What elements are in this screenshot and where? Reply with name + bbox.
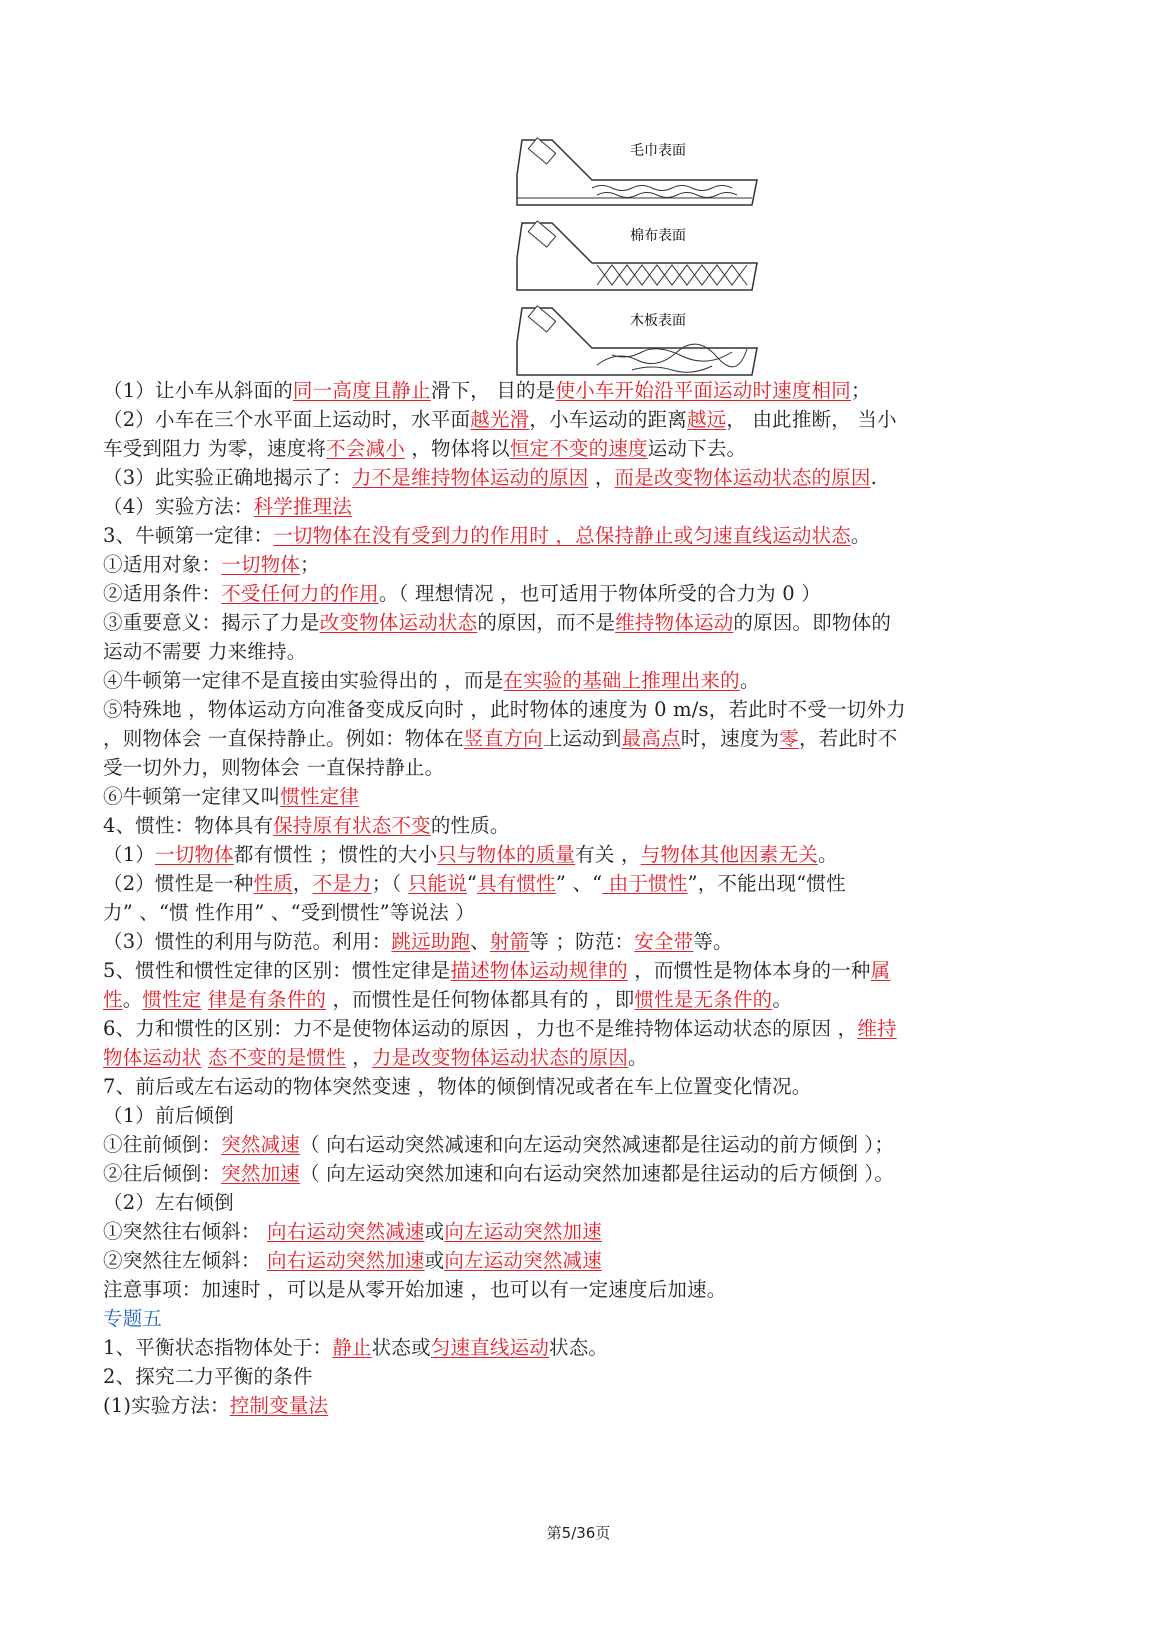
body-text: 上运动到 xyxy=(542,727,622,750)
body-text: 4、惯性：物体具有 xyxy=(103,814,274,837)
body-text: (1)实验方法： xyxy=(103,1394,230,1417)
answer-text: 属 xyxy=(870,959,891,982)
body-text: 时，速度为 xyxy=(680,727,780,750)
answer-text: 一切物体在没有受到力的作用时 ，总保持静止或匀速直线运动状态 xyxy=(273,524,851,547)
section-heading xyxy=(103,1304,1023,1333)
body-text: （1）前后倾倒 xyxy=(103,1104,234,1127)
body-text: ； xyxy=(850,379,871,402)
answer-text: 零 xyxy=(779,727,799,750)
body-text: 7、前后或左右运动的物体突然变速 ，物体的倾倒情况或者在车上位置变化情况。 xyxy=(103,1075,812,1098)
cotton-surface-label: 棉布表面 xyxy=(630,228,686,244)
answer-text: 与物体其他因素无关 xyxy=(640,843,818,866)
body-text: 的原因。即物体的 xyxy=(733,611,892,634)
answer-text: 只与物体的质量 xyxy=(437,843,576,866)
text-line xyxy=(103,608,1023,637)
body-text: 受一切外力，则物体会 一直保持静止。 xyxy=(103,756,445,779)
body-text: （1） xyxy=(103,843,156,866)
body-text: 等。 xyxy=(693,930,733,953)
answer-text: 维持物体运动 xyxy=(615,611,734,634)
body-text: 。 xyxy=(122,988,143,1011)
body-text: 5、惯性和惯性定律的区别：惯性定律是 xyxy=(103,959,451,982)
body-text: ②突然往左倾斜： xyxy=(103,1249,267,1272)
body-text: 的性质。 xyxy=(430,814,510,837)
answer-text: 科学推理法 xyxy=(253,495,353,518)
body-text: 。 xyxy=(772,988,793,1011)
answer-text: 只能说 xyxy=(407,872,467,895)
answer-text: 维持 xyxy=(857,1017,897,1040)
answer-text: 不会减小 xyxy=(326,437,405,460)
text-line xyxy=(103,753,1023,782)
body-text: 状态或 xyxy=(371,1336,431,1359)
answer-text: 安全带 xyxy=(634,930,694,953)
body-text: 。 xyxy=(850,524,871,547)
wood-surface-label: 木板表面 xyxy=(630,313,686,329)
answer-text: 控制变量法 xyxy=(229,1394,329,1417)
body-text: “ xyxy=(466,872,478,895)
body-text: ④牛顿第一定律不是直接由实验得出的 ，而是 xyxy=(103,669,504,692)
answer-text: 向左运动突然加速 xyxy=(444,1220,602,1243)
body-text: 注意事项：加速时 ，可以是从零开始加速 ，也可以有一定速度后加速。 xyxy=(103,1278,727,1301)
body-text: 专题五 xyxy=(103,1307,163,1330)
body-text: 1、平衡状态指物体处于： xyxy=(103,1336,333,1359)
body-text: ；（ xyxy=(371,872,408,895)
body-text: 滑下， 目的是 xyxy=(430,379,556,402)
body-text: （4）实验方法： xyxy=(103,495,254,518)
answer-text: 不受任何力的作用 xyxy=(221,582,379,605)
text-line xyxy=(103,782,1023,811)
answer-text: 而是改变物体运动状态的原因 xyxy=(614,466,871,489)
body-text: ，物体将以 xyxy=(404,437,510,460)
answer-text: 匀速直线运动 xyxy=(430,1336,550,1359)
answer-text: 性质 xyxy=(253,872,293,895)
answer-text: 惯性是无条件的 xyxy=(634,988,773,1011)
body-text: 的原因，而不是 xyxy=(477,611,616,634)
answer-text: 惯性定律 xyxy=(280,785,360,808)
body-text: ，则物体会 一直保持静止。例如：物体在 xyxy=(103,727,464,750)
body-text: 3、牛顿第一定律： xyxy=(103,524,274,547)
answer-text: 竖直方向 xyxy=(464,727,543,750)
answer-text: 保持原有状态不变 xyxy=(273,814,431,837)
text-line xyxy=(103,637,1023,666)
answer-text: 向左运动突然减速 xyxy=(444,1249,602,1272)
text-line xyxy=(103,1014,1023,1043)
body-text: （ 向左运动突然加速和向右运动突然加速都是往运动的后方倾倒 ）。 xyxy=(300,1162,895,1185)
answer-text: 物体运动状 xyxy=(103,1046,202,1069)
answer-text: 同一高度且静止 xyxy=(292,379,431,402)
body-text: ①突然往右倾斜： xyxy=(103,1220,267,1243)
body-text: ②往后倾倒： xyxy=(103,1162,222,1185)
answer-text: 跳远助跑 xyxy=(391,930,471,953)
body-text: 状态。 xyxy=(549,1336,609,1359)
body-text: 等 ；防范： xyxy=(529,930,635,953)
body-text: ，若此时不 xyxy=(798,727,898,750)
wood-surface-panel xyxy=(517,306,757,375)
body-text: ，而惯性是物体本身的一种 xyxy=(627,959,871,982)
answer-text: 向右运动突然加速 xyxy=(267,1249,425,1272)
text-line xyxy=(103,927,1023,956)
body-text: （2）小车在三个水平面上运动时，水平面 xyxy=(103,408,471,431)
text-line xyxy=(103,1159,1023,1188)
page-number: 第5/36页 xyxy=(546,1524,611,1542)
text-line xyxy=(103,1391,1023,1420)
text-line xyxy=(103,1333,1023,1362)
body-text: 、 xyxy=(470,930,490,953)
answer-text: 态不变的是惯性 xyxy=(207,1046,346,1069)
body-text: ” 、“ xyxy=(555,872,603,895)
text-line xyxy=(103,579,1023,608)
answer-text: 越远 xyxy=(686,408,727,431)
body-text: 。 xyxy=(628,1046,648,1069)
towel-surface-label: 毛巾表面 xyxy=(630,143,686,159)
body-text: 运动下去。 xyxy=(647,437,747,460)
body-text: 或 xyxy=(424,1249,445,1272)
body-text: 6、力和惯性的区别：力不是使物体运动的原因 ，力也不是维持物体运动状态的原因 ， xyxy=(103,1017,858,1040)
text-line xyxy=(103,1217,1023,1246)
body-text: 。 xyxy=(739,669,760,692)
body-text: （ 向右运动突然减速和向左运动突然减速都是往运动的前方倾倒 ）； xyxy=(300,1133,895,1156)
body-text: （2）左右倾倒 xyxy=(103,1191,234,1214)
answer-text: 性 xyxy=(103,988,123,1011)
answer-text: 改变物体运动状态 xyxy=(319,611,478,634)
body-text: 车受到阻力 为零，速度将 xyxy=(103,437,327,460)
body-text: ，小车运动的距离 xyxy=(529,408,687,431)
text-line xyxy=(103,1188,1023,1217)
body-text: ②适用条件： xyxy=(103,582,222,605)
body-text: ， xyxy=(345,1046,372,1069)
body-text: 或 xyxy=(424,1220,445,1243)
answer-text: 惯性定 xyxy=(142,988,202,1011)
body-text: ①适用对象： xyxy=(103,553,222,576)
answer-text: 律是有条件的 xyxy=(207,988,327,1011)
text-line xyxy=(103,840,1023,869)
body-text: （1）让小车从斜面的 xyxy=(103,379,293,402)
text-line xyxy=(103,666,1023,695)
text-line xyxy=(103,869,1023,898)
text-line xyxy=(103,724,1023,753)
body-text: （3）惯性的利用与防范。利用： xyxy=(103,930,392,953)
text-line xyxy=(103,811,1023,840)
body-text: . xyxy=(870,466,878,489)
text-line xyxy=(103,405,1023,434)
text-line xyxy=(103,1275,1023,1304)
answer-text: 使小车开始沿平面运动时速度相同 xyxy=(555,379,851,402)
text-line xyxy=(103,898,1023,927)
experiment-figure xyxy=(512,130,762,380)
body-text: ⑥牛顿第一定律又叫 xyxy=(103,785,281,808)
answer-text: 一切物体 xyxy=(155,843,234,866)
body-text: 有关 ， xyxy=(575,843,641,866)
answer-text: 在实验的基础上推理出来的 xyxy=(503,669,740,692)
text-line xyxy=(103,1130,1023,1159)
text-line xyxy=(103,1362,1023,1391)
text-line xyxy=(103,956,1023,985)
towel-surface-panel xyxy=(517,138,757,205)
answer-text: 突然加速 xyxy=(221,1162,301,1185)
body-text: ， xyxy=(292,872,313,895)
text-line xyxy=(103,376,1023,405)
body-text: （2）惯性是一种 xyxy=(103,872,254,895)
document-body xyxy=(103,376,1023,1420)
body-text: 2、探究二力平衡的条件 xyxy=(103,1365,313,1388)
body-text: 都有惯性 ；惯性的大小 xyxy=(233,843,438,866)
body-text: 力” 、“惯 性作用” 、“受到惯性”等说法 ） xyxy=(103,901,475,924)
answer-text: 越光滑 xyxy=(470,408,530,431)
body-text: 运动不需要 力来维持。 xyxy=(103,640,307,663)
body-text: 。（ 理想情况 ，也可适用于物体所受的合力为 0 ） xyxy=(378,582,821,605)
body-text: ， 由此推断， 当小 xyxy=(726,408,897,431)
text-line xyxy=(103,463,1023,492)
text-line xyxy=(103,1101,1023,1130)
answer-text: 描述物体运动规律的 xyxy=(450,959,628,982)
text-line xyxy=(103,985,1023,1014)
text-line xyxy=(103,434,1023,463)
answer-text: 最高点 xyxy=(621,727,681,750)
body-text: ； xyxy=(300,553,320,576)
body-text: ，而惯性是任何物体都具有的 ，即 xyxy=(326,988,635,1011)
answer-text: 由于惯性 xyxy=(602,872,688,895)
answer-text: 具有惯性 xyxy=(477,872,556,895)
cotton-surface-panel xyxy=(517,221,757,290)
text-line xyxy=(103,550,1023,579)
body-text: ”，不能出现“惯性 xyxy=(687,872,846,895)
body-text: ③重要意义：揭示了力是 xyxy=(103,611,320,634)
text-line xyxy=(103,1246,1023,1275)
answer-text: 恒定不变的速度 xyxy=(509,437,648,460)
answer-text: 静止 xyxy=(332,1336,372,1359)
text-line xyxy=(103,695,1023,724)
body-text: ⑤特殊地 ，物体运动方向准备变成反向时 ，此时物体的速度为 0 m/s，若此时不受一切外力 xyxy=(103,698,906,721)
answer-text: 力是改变物体运动状态的原因 xyxy=(371,1046,629,1069)
answer-text: 向右运动突然减速 xyxy=(267,1220,425,1243)
body-text: 。 xyxy=(817,843,838,866)
body-text: ①往前倾倒： xyxy=(103,1133,222,1156)
text-line xyxy=(103,1072,1023,1101)
answer-text: 突然减速 xyxy=(221,1133,301,1156)
text-line xyxy=(103,1043,1023,1072)
answer-text: 一切物体 xyxy=(221,553,301,576)
text-line xyxy=(103,521,1023,550)
text-line xyxy=(103,492,1023,521)
body-text: （3）此实验正确地揭示了： xyxy=(103,466,353,489)
answer-text: 力不是维持物体运动的原因 xyxy=(352,466,589,489)
body-text: ， xyxy=(588,466,615,489)
answer-text: 射箭 xyxy=(489,930,530,953)
answer-text: 不是力 xyxy=(312,872,372,895)
